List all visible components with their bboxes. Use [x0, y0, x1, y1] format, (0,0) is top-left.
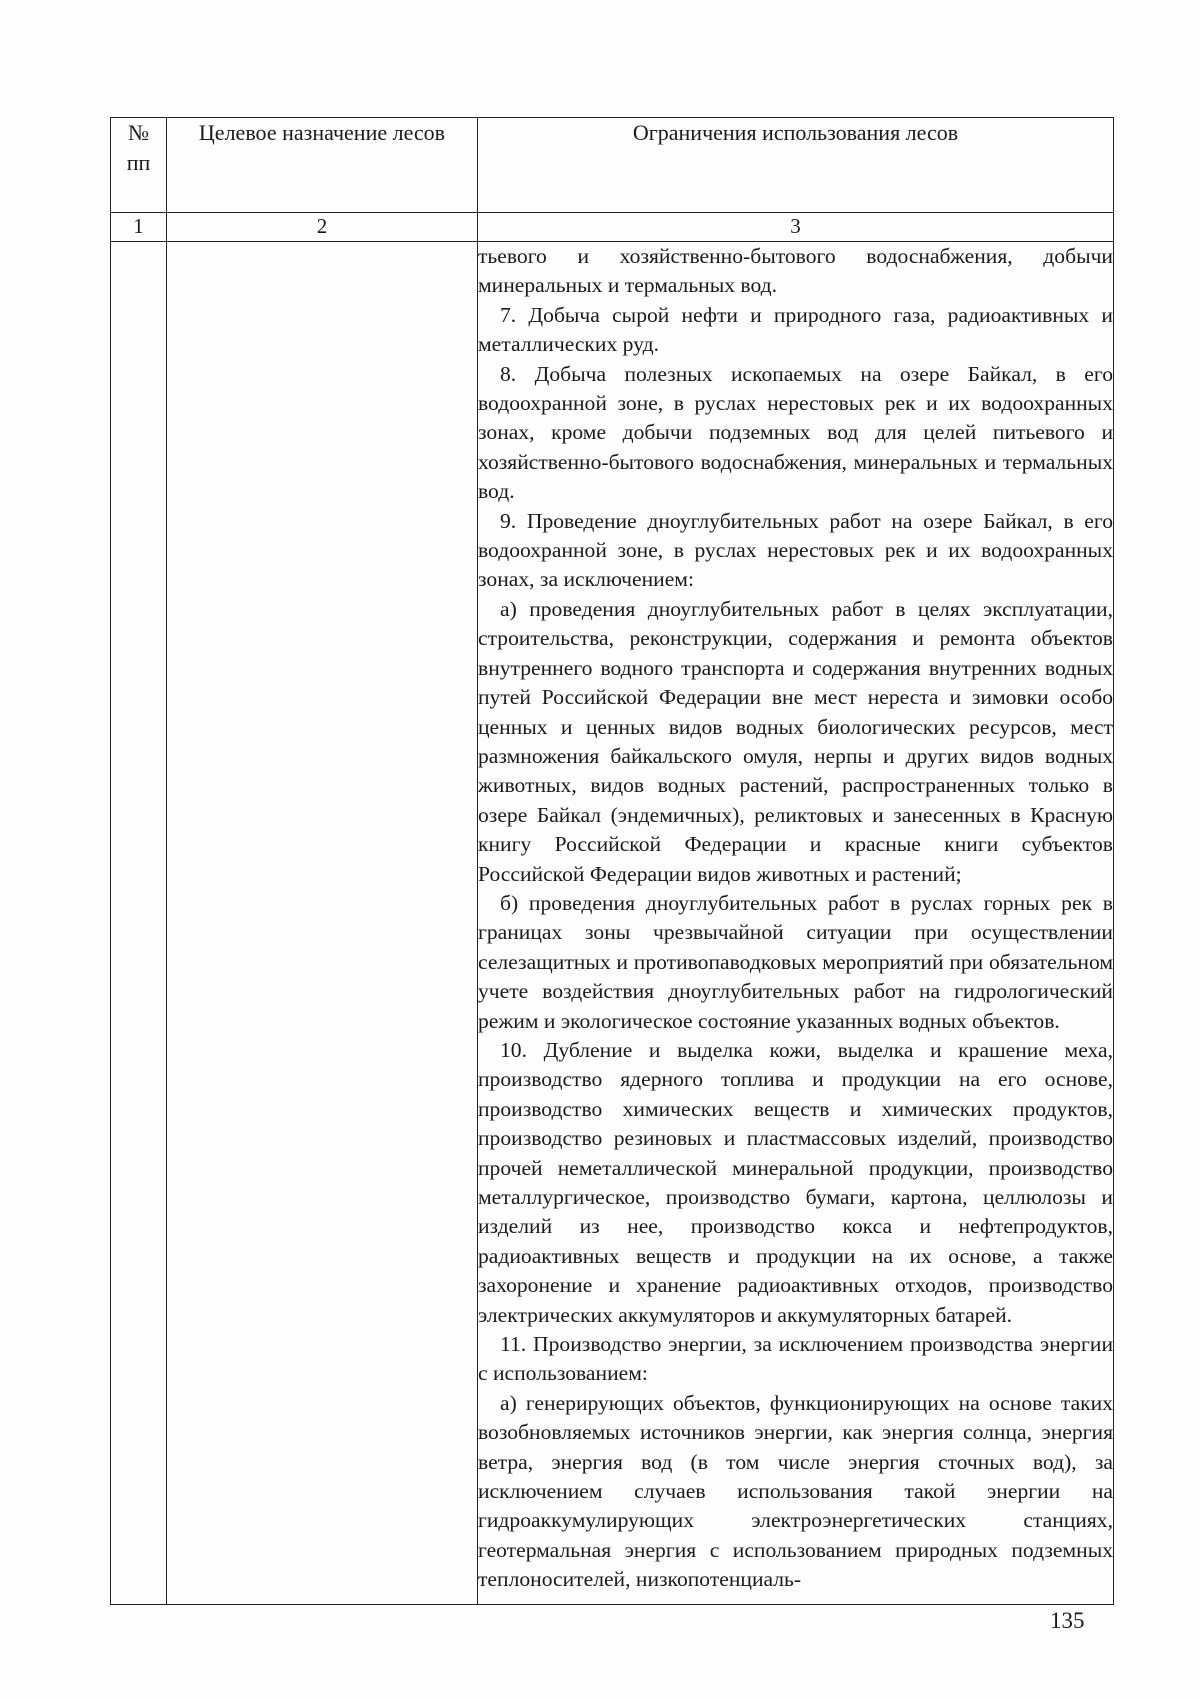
column-number-row — [111, 213, 1114, 242]
header-purpose: Целевое назначение лесов — [167, 118, 478, 213]
row-number-cell — [111, 242, 167, 1605]
restriction-paragraph: тьевого и хозяйственно-бытового водоснабжения, добычи минеральных и термальных вод. — [478, 244, 1113, 298]
row-restrictions-cell — [478, 242, 1114, 1605]
restriction-paragraph: 10. Дубление и выделка кожи, выделка и крашение меха, производство ядерного топлива и продукции на его основе, производство химических веществ и химических продуктов, производство резиновых и пластмассовых изделий, производство прочей неметаллической минеральной продукции, производство металлургическое, производство бумаги, картона, целлюлозы и изделий из нее, производство кокса и нефтепродуктов, радиоактивных веществ и продукции на их основе, а также захоронение и хранение радиоактивных отходов, производство электрических аккумуляторов и аккумуляторных батарей. — [478, 1037, 1113, 1327]
table-header-row — [111, 118, 1114, 213]
restriction-paragraph: 9. Проведение дноуглубительных работ на озере Байкал, в его водоохранной зоне, в руслах нерестовых рек и их водоохранных зонах, за исключением: — [478, 508, 1113, 592]
row-purpose-cell — [167, 242, 478, 1605]
restriction-paragraph: 11. Производство энергии, за исключением производства энергии с использованием: — [478, 1332, 1113, 1386]
column-number-3: 3 — [478, 213, 1114, 242]
restriction-paragraph: 8. Добыча полезных ископаемых на озере Байкал, в его водоохранной зоне, в руслах нерестовых рек и их водоохранных зонах, кроме добычи подземных вод для целей питьевого и хозяйственно-бытового водоснабжения, минеральных и термальных вод. — [478, 361, 1113, 504]
column-number-1: 1 — [111, 213, 167, 242]
restriction-paragraph: а) генерирующих объектов, функционирующих на основе таких возобновляемых источников энергии, как энергия солнца, энергия ветра, энергия вод (в том числе энергия сточных вод), за исключением случаев использования такой энергии на гидроаккумулирующих электроэнергетических станциях, геотермальная энергия с использованием природных подземных теплоносителей, низкопотенциаль- — [478, 1390, 1113, 1592]
header-restrictions: Ограничения использования лесов — [478, 118, 1114, 213]
header-number: № пп — [111, 118, 167, 213]
restriction-paragraph: б) проведения дноуглубительных работ в руслах горных рек в границах зоны чрезвычайной ситуации при осуществлении селезащитных и противопаводковых мероприятий при обязательном учете воздействия дноуглубительных работ на гидрологический режим и экологическое состояние указанных водных объектов. — [478, 890, 1113, 1033]
restrictions-table — [110, 117, 1114, 1605]
table-row — [111, 242, 1114, 1605]
restriction-paragraph: 7. Добыча сырой нефти и природного газа, радиоактивных и металлических руд. — [478, 302, 1113, 357]
page-number: 135 — [1050, 1608, 1085, 1633]
column-number-2: 2 — [167, 213, 478, 242]
restriction-paragraph: а) проведения дноуглубительных работ в целях эксплуатации, строительства, реконструкции, содержания и ремонта объектов внутреннего водного транспорта и содержания внутренних водных путей Российской Федерации вне мест нереста и зимовки особо ценных и ценных видов водных биологических ресурсов, мест размножения байкальского омуля, нерпы и других видов водных животных, видов водных растений, распространенных только в озере Байкал (эндемичных), реликтовых и занесенных в Красную книгу Российской Федерации и красные книги субъектов Российской Федерации видов животных и растений; — [478, 596, 1113, 886]
